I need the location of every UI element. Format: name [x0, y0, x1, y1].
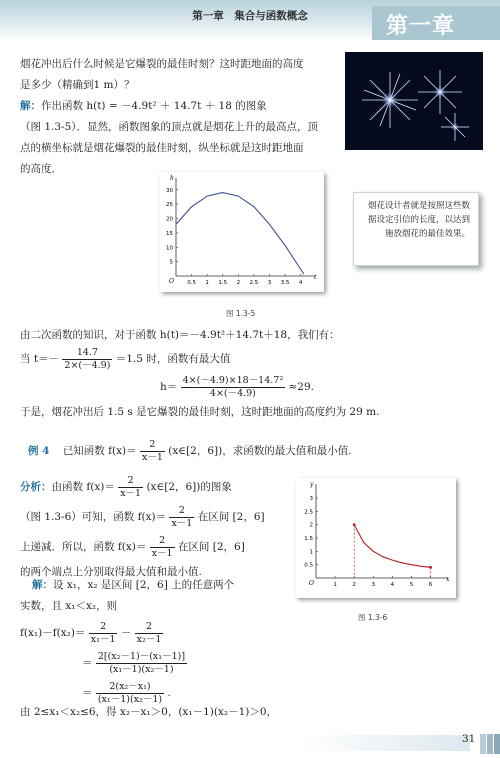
side-note-box [353, 192, 479, 266]
footer-decoration [480, 730, 500, 754]
side-note-text: 烟花设计者就是按照这些数据设定引信的长度，以达到施放烟花的最佳效果。 [367, 201, 470, 239]
fraction [89, 621, 118, 646]
x-tick-label: 1.5 [218, 280, 228, 286]
equation-text: ＝ [82, 687, 93, 699]
fraction [181, 375, 286, 400]
fraction-denominator: 4×(－4.9) [209, 387, 256, 399]
page-number: 31 [462, 733, 476, 745]
footer-bar [300, 735, 470, 751]
analysis-paragraph [20, 472, 295, 583]
y-tick-label: 2.5 [304, 509, 313, 516]
solution-line: 的高度． [20, 163, 62, 175]
fraction-denominator: x－1 [151, 547, 173, 559]
solution-line: 作出函数 h(t) = －4.9t² ＋ 14.7t ＋ 18 的图象 [41, 100, 267, 112]
solution-line: （图 1.3-5）．显然，函数图象的顶点就是烟花上升的最高点，顶 [20, 121, 319, 133]
reciprocal-chart [296, 478, 456, 598]
equation-text: － [120, 627, 132, 639]
equation-block [20, 618, 320, 708]
problem-paragraph [20, 54, 340, 180]
fraction [62, 347, 112, 372]
origin-label: O [309, 580, 314, 587]
analysis-text: (x∈[2，6])的图象 [146, 481, 232, 493]
fraction-numerator: 2 [140, 439, 165, 452]
origin-label: O [169, 278, 174, 285]
y-tick-label: 25 [166, 202, 173, 209]
example-4 [20, 436, 480, 466]
equation-text: f(x₁)－f(x₂)＝ [20, 627, 86, 639]
figure-hyperbola [296, 478, 456, 598]
data-point [402, 562, 403, 563]
data-point [191, 206, 192, 207]
x-tick-label: 1 [205, 280, 209, 286]
x-tick-label: 3 [267, 280, 272, 286]
fraction [96, 651, 187, 676]
data-point [382, 556, 383, 557]
y-axis-label: y [310, 481, 314, 488]
x-axis-label: t [314, 274, 317, 281]
x-tick-label: 2 [352, 582, 356, 588]
example-label: 例 4 [28, 445, 50, 457]
y-tick-label: 3 [309, 496, 313, 502]
fraction-numerator: 4×(－4.9)×18－14.7² [182, 374, 284, 386]
fraction-numerator: 2[(x₂－1)－(x₁－1)] [97, 650, 186, 662]
solution-label: 解： [32, 579, 53, 591]
analysis-text: 的两个端点上分别取得最大值和最小值. [20, 566, 202, 578]
derivation-text: h＝ [160, 381, 178, 393]
x-tick-label: 4 [298, 280, 303, 286]
data-point [303, 274, 304, 275]
parabola-chart [160, 172, 324, 292]
example-text: 已知函数 f(x)＝ [62, 445, 137, 457]
analysis-text: 上递减．所以，函数 f(x)＝ [20, 541, 147, 553]
x-tick-label: 5 [409, 582, 414, 588]
solution-line: 实数，且 x₁＜x₂，则 [20, 600, 118, 612]
figure-caption: 图 1.3-6 [358, 613, 388, 622]
x-tick-label: 3.5 [280, 280, 290, 286]
data-point [392, 560, 393, 561]
y-axis-label: h [170, 175, 174, 182]
x-tick-label: 0.5 [187, 280, 196, 286]
fraction-numerator: 2 [135, 621, 164, 634]
data-point [238, 196, 239, 197]
data-point [254, 206, 255, 207]
solution-label: 解： [20, 100, 41, 112]
solution-paragraph [20, 575, 320, 617]
fraction-denominator: 2×(－4.9) [64, 359, 111, 371]
x-tick-label: 6 [428, 582, 433, 588]
analysis-text: 由函数 f(x)＝ [51, 481, 115, 493]
solution-line: 设 x₁，x₂ 是区间 [2，6] 上的任意两个 [53, 579, 235, 591]
derivation-text: 当 t＝－ [20, 353, 60, 365]
x-tick-label: 2 [236, 280, 241, 286]
y-tick-label: 30 [166, 187, 173, 194]
figure-parabola [160, 172, 324, 292]
data-point [421, 566, 422, 567]
equation-text: . [167, 687, 171, 699]
x-axis-label: x [446, 576, 450, 583]
y-tick-label: 20 [166, 216, 173, 223]
data-point [207, 196, 208, 197]
fraction-denominator: x₂－1 [136, 633, 162, 645]
data-point [269, 224, 270, 225]
fraction-denominator: x₁－1 [90, 633, 116, 645]
y-tick-label: 2 [309, 522, 313, 529]
derivation-text: ≈29. [288, 381, 314, 393]
analysis-label: 分析： [20, 481, 52, 493]
fraction-numerator: 2 [118, 475, 143, 488]
data-point [373, 551, 374, 552]
endpoint-dot [353, 523, 356, 526]
fraction-numerator: 2(x₂－x₁) [96, 681, 164, 694]
inequality-line: 由 2≤x₁＜x₂≤6，得 x₂－x₁＞0，(x₁－1)(x₂－1)＞0， [20, 706, 278, 718]
y-tick-label: 15 [166, 230, 173, 237]
curve [354, 525, 430, 568]
figure-caption: 图 1.3-5 [226, 309, 256, 318]
fraction [169, 505, 194, 530]
fraction-denominator: (x₁－1)(x₂－1) [97, 693, 163, 705]
example-text: (x∈[2，6])，求函数的最大值和最小值. [168, 445, 352, 457]
x-tick-label: 4 [390, 582, 395, 588]
fraction-numerator: 14.7 [62, 347, 112, 360]
curve [176, 193, 304, 274]
data-point [411, 564, 412, 565]
data-point [363, 542, 364, 543]
fraction-denominator: x－1 [171, 517, 193, 529]
fraction-numerator: 2 [150, 535, 175, 548]
y-tick-label: 5 [169, 259, 173, 266]
fraction-numerator: 2 [89, 621, 118, 634]
fraction-numerator: 2 [169, 505, 194, 518]
data-point [222, 192, 223, 193]
solution-line: 点的横坐标就是烟花爆裂的最佳时刻，纵坐标就是这时距地面 [20, 142, 304, 154]
x-tick-label: 3 [371, 582, 376, 588]
problem-line: 是多少（精确到1 m）？ [20, 79, 135, 91]
fraction [140, 439, 165, 464]
conclusion-line: 于是，烟花冲出后 1.5 s 是它爆裂的最佳时刻，这时距地面的高度约为 29 m. [20, 406, 380, 418]
y-tick-label: 1 [309, 549, 313, 556]
fraction-denominator: (x₁－1)(x₂－1) [109, 663, 174, 675]
analysis-text: 在区间 [2，6] [177, 541, 245, 553]
fraction [135, 621, 164, 646]
fraction [118, 475, 143, 500]
y-tick-label: 1.5 [304, 536, 313, 542]
fraction [150, 535, 175, 560]
y-tick-label: 0.5 [304, 562, 313, 569]
data-point [285, 245, 286, 246]
x-tick-label: 1 [333, 582, 337, 588]
x-tick-label: 2.5 [249, 280, 259, 286]
derivation-line: 由二次函数的知识，对于函数 h(t)＝－4.9t²＋14.7t＋18，我们有： [20, 329, 340, 341]
data-point [176, 224, 177, 225]
equation-text: ＝ [82, 657, 93, 669]
fraction-denominator: x－1 [142, 451, 163, 463]
fraction-denominator: x－1 [120, 487, 142, 499]
problem-line: 烟花冲出后什么时候是它爆裂的最佳时刻？这时距地面的高度 [20, 58, 304, 70]
endpoint-dot [429, 566, 432, 569]
analysis-text: 在区间 [2，6] [197, 511, 265, 523]
y-tick-label: 10 [166, 245, 173, 252]
analysis-text: （图 1.3-6）可知，函数 f(x)＝ [20, 511, 167, 523]
running-header-title: 第一章 集合与函数概念 [192, 10, 308, 22]
chapter-tab-label: 第一章 [386, 14, 456, 39]
derivation-paragraph [20, 325, 480, 423]
firework-photo [345, 52, 483, 150]
derivation-text: ＝1.5 时，函数有最大值 [115, 353, 231, 365]
